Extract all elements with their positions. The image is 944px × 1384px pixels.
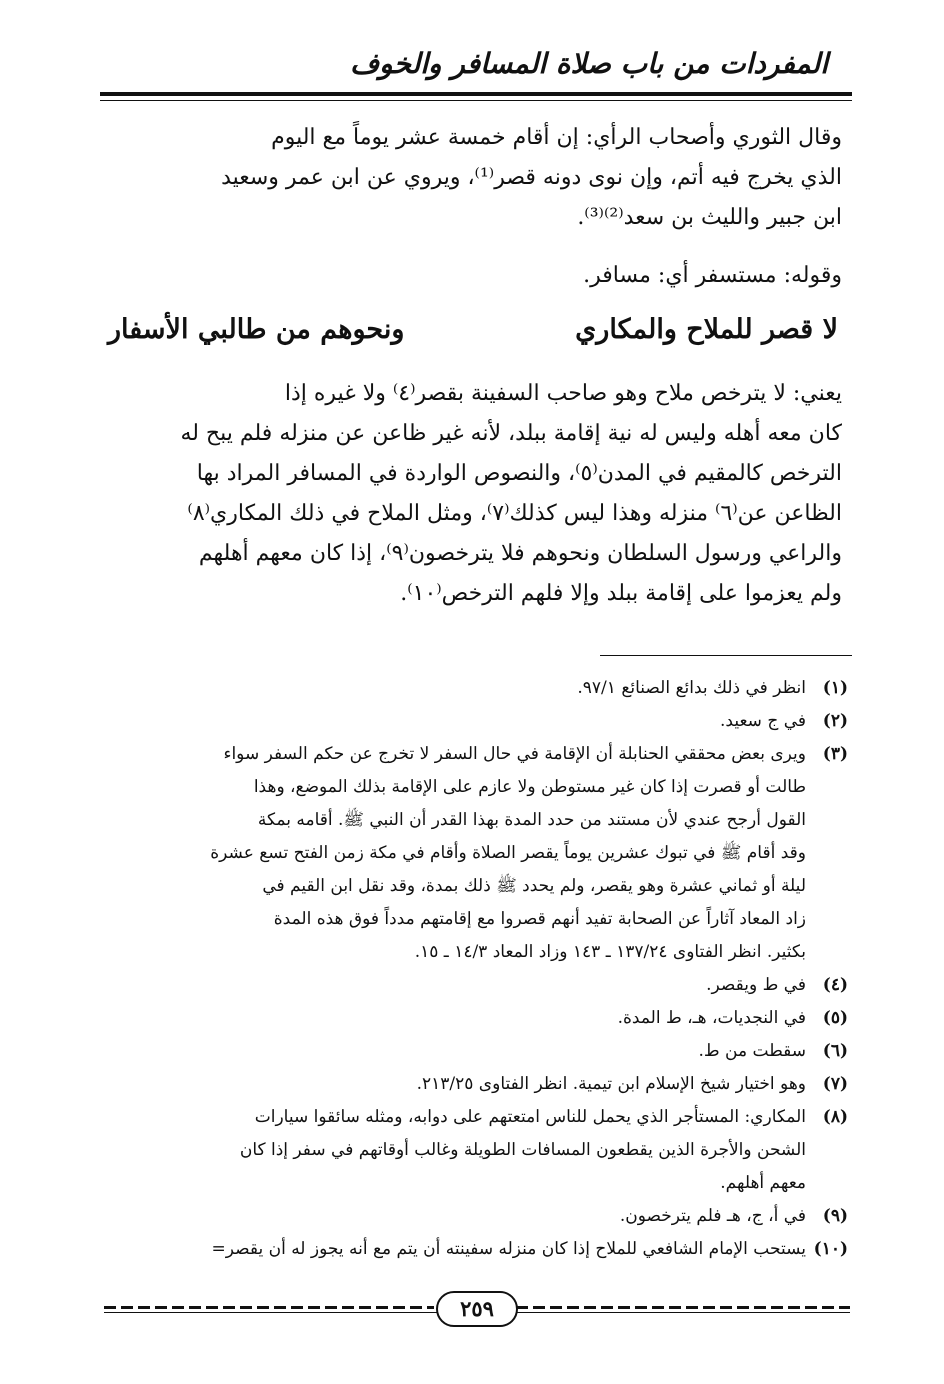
paragraph-commentary — [106, 374, 842, 614]
footnote-text — [102, 1035, 806, 1068]
footnote-number: (٧) — [822, 1074, 848, 1094]
paragraph-mustasfir — [106, 256, 842, 296]
verse-heading-left: ونحوهم من طالبي الأسفار — [108, 314, 405, 345]
footnote-number: (٨) — [822, 1107, 848, 1127]
footnote-line: الشحن والأجرة الذين يقطعون المسافات الطويلة وغالب أوقاتهم في سفر إذا كان — [239, 1140, 806, 1160]
header-rule-thin — [100, 100, 852, 101]
footnote — [102, 738, 848, 969]
footnote-number: (٦) — [822, 1041, 848, 1061]
footnote-line: في النجديات، هـ، ط المدة. — [617, 1008, 806, 1028]
verse-heading — [108, 306, 838, 354]
footnote — [102, 1200, 848, 1233]
footnote-number: (١) — [822, 678, 848, 698]
footnote-line: طالت أو قصرت إذا كان غير مستوطن ولا عازم على الإقامة بذلك الموضع، وهذا — [253, 777, 806, 797]
footnote-number: (٩) — [822, 1206, 848, 1226]
footnote-separator — [600, 655, 852, 656]
footnote-line: سقطت من ط. — [698, 1041, 806, 1061]
body-line: الترخص كالمقيم في المدن⁽٥⁾، والنصوص الواردة في المسافر المراد بها — [196, 461, 842, 486]
footer-dashed-rule-left — [104, 1306, 434, 1309]
body-line: ولم يعزموا على إقامة ببلد وإلا فلهم الترخص⁽١٠⁾. — [400, 581, 842, 606]
footnote-line: القول أرجح عندي لأن مستند من حدد المدة بهذا القدر أن النبي ﷺ. أقامه بمكة — [257, 810, 806, 830]
footnote — [102, 705, 848, 738]
footnote-line: ليلة أو ثماني عشرة وهو يقصر، ولم يحدد ﷺ ذلك بمدة، وقد نقل ابن القيم في — [262, 876, 806, 896]
footnote-line: زاد المعاد آثاراً عن الصحابة تفيد أنهم قصروا مع إقامتهم مدداً فوق هذه المدة — [273, 909, 806, 929]
footnote — [102, 1233, 848, 1266]
footnote-line: في ج سعيد. — [720, 711, 806, 731]
footnote-text — [102, 705, 806, 738]
footnote-line: يستحب الإمام الشافعي للملاح إذا كان منزله سفينته أن يتم مع أنه يجوز له أن يقصر= — [211, 1239, 806, 1259]
footnote-text — [102, 738, 806, 969]
footnote-line: وهو اختيار شيخ الإسلام ابن تيمية. انظر الفتاوى ٢١٣/٢٥. — [416, 1074, 806, 1094]
running-header-title: المفردات من باب صلاة المسافر والخوف — [350, 47, 828, 80]
page-number: ٢٥٩ — [436, 1291, 518, 1327]
header-rule-thick — [100, 92, 852, 96]
footnotes-list — [102, 672, 848, 1266]
footnote — [102, 1035, 848, 1068]
footnote-line: انظر في ذلك بدائع الصنائع ٩٧/١. — [577, 678, 806, 698]
body-line: الذي يخرج فيه أتم، وإن نوى دونه قصر⁽¹⁾، ويروي عن ابن عمر وسعيد — [221, 165, 842, 190]
footnote-text — [102, 1068, 806, 1101]
footnote-text — [102, 1233, 806, 1266]
footnote-number: (٣) — [822, 744, 848, 764]
footnote-line: ويرى بعض محققي الحنابلة أن الإقامة في حال السفر لا تخرج عن حكم السفر سواء — [223, 744, 806, 764]
footnote-number: (٤) — [822, 975, 848, 995]
footnote — [102, 672, 848, 705]
footnote-line: وقد أقام ﷺ في تبوك عشرين يوماً يقصر الصلاة وأقام في مكة زمن الفتح تسع عشرة — [210, 843, 806, 863]
body-line: والراعي ورسول السلطان ونحوهم فلا يترخصون⁽٩⁾، إذا كان معهم أهلهم — [198, 541, 842, 566]
footer-dashed-rule-right — [516, 1306, 850, 1309]
body-line: يعني: لا يترخص ملاح وهو صاحب السفينة بقصر⁽٤⁾ ولا غيره إذا — [284, 381, 842, 406]
body-line: كان معه أهله وليس له نية إقامة ببلد، لأنه غير ظاعن عن منزله فلم يبح له — [180, 421, 842, 446]
footnote-text — [102, 1200, 806, 1233]
footnote-number: (٥) — [822, 1008, 848, 1028]
footnote-line: المكاري: المستأجر الذي يحمل للناس امتعتهم على دوابه، ومثله سائقوا سيارات — [254, 1107, 806, 1127]
body-line: ابن جبير والليث بن سعد⁽²⁾⁽³⁾. — [577, 205, 842, 230]
footnote — [102, 1068, 848, 1101]
body-line: وقال الثوري وأصحاب الرأي: إن أقام خمسة عشر يوماً مع اليوم — [271, 125, 842, 150]
verse-heading-right: لا قصر للملاح والمكاري — [575, 314, 838, 345]
footnote — [102, 969, 848, 1002]
body-line: وقوله: مستسفر أي: مسافر. — [583, 263, 842, 288]
body-line: الظاعن عن⁽٦⁾ منزله وهذا ليس كذلك⁽٧⁾، ومثل الملاح في ذلك المكاري⁽٨⁾ — [187, 501, 842, 526]
footnote-text — [102, 1002, 806, 1035]
paragraph-thawri — [106, 118, 842, 238]
footnote-number: (٢) — [822, 711, 848, 731]
footnote-line: بكثير. انظر الفتاوى ١٣٧/٢٤ ـ ١٤٣ وزاد المعاد ١٤/٣ ـ ١٥. — [414, 942, 806, 962]
footnote — [102, 1101, 848, 1200]
footnote-text — [102, 969, 806, 1002]
footnote — [102, 1002, 848, 1035]
footnote-number: (١٠) — [813, 1239, 848, 1259]
footnote-text — [102, 1101, 806, 1200]
footnote-line: في أ، ج، هـ فلم يترخصون. — [619, 1206, 806, 1226]
footnote-text — [102, 672, 806, 705]
footnote-line: معهم أهلهم. — [720, 1173, 806, 1193]
footnote-line: في ط ويقصر. — [706, 975, 806, 995]
